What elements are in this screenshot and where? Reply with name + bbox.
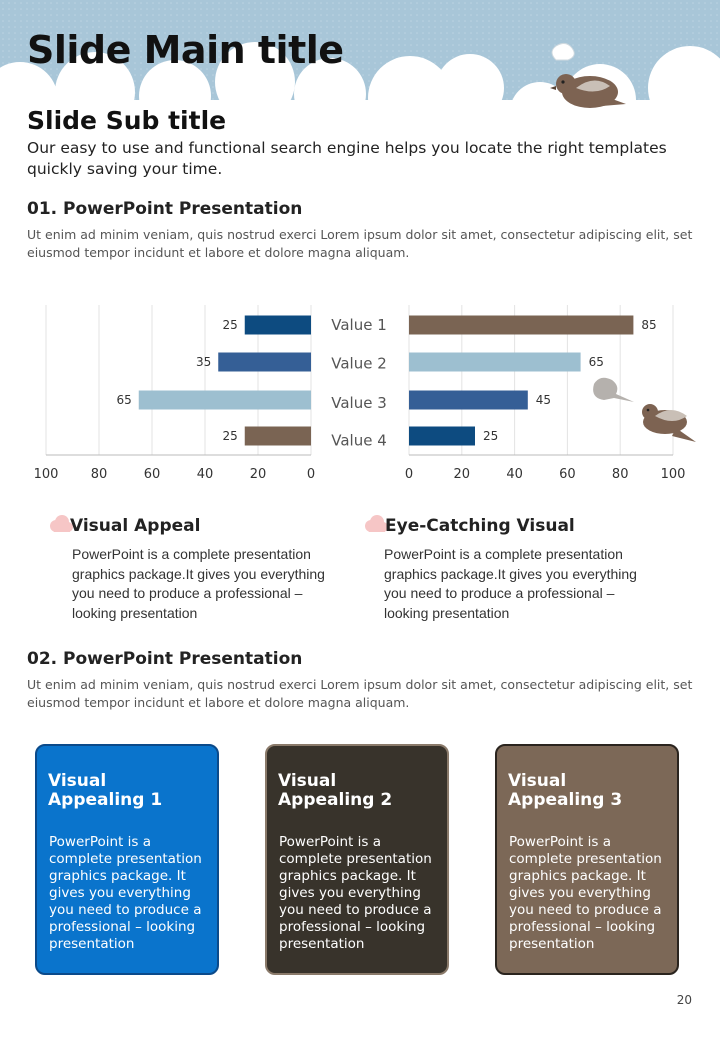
data-label: 25 <box>222 429 238 443</box>
butterfly-bar-chart <box>0 290 720 490</box>
tick-label: 100 <box>660 467 686 482</box>
feature-2-body: PowerPoint is a complete presentation graphics package.It gives you everything you need to produce a professional – looking presentation <box>384 546 637 621</box>
tick-label: 80 <box>611 467 629 482</box>
feature-1-body: PowerPoint is a complete presentation graphics package.It gives you everything you need to produce a professional – looking presentation <box>72 546 325 621</box>
data-label: 25 <box>483 429 499 443</box>
data-label: 25 <box>222 318 238 332</box>
data-label: 45 <box>535 393 552 407</box>
tick-label: 0 <box>404 467 414 482</box>
card-body: PowerPoint is a complete presentation graphics package. It gives you everything you need to produce a professional – looking presentation <box>49 834 202 952</box>
tick-label: 40 <box>196 467 214 482</box>
tick-label: 60 <box>143 467 161 482</box>
data-label: 35 <box>195 355 212 369</box>
category-label: Value 3 <box>331 394 387 412</box>
card-body: PowerPoint is a complete presentation graphics package. It gives you everything you need to produce a professional – looking presentation <box>509 834 662 952</box>
intro-text: Our easy to use and functional search engine helps you locate the right templates quickly saving your time. <box>27 139 667 178</box>
bar <box>409 353 581 372</box>
tick-label: 20 <box>453 467 471 482</box>
section2-body: Ut enim ad minim veniam, quis nostrud exerci Lorem ipsum dolor sit amet, consectetur adipiscing elit, set eiusmod tempor incidunt et labore et dolore magna aliquam. <box>27 677 693 710</box>
category-label: Value 4 <box>331 431 387 450</box>
small-bird-icon <box>593 378 696 442</box>
tick-label: 0 <box>306 467 316 482</box>
category-label: Value 1 <box>331 316 387 334</box>
bar <box>245 427 311 446</box>
chart-category-labels <box>331 316 387 450</box>
chart-right-bars <box>405 305 686 482</box>
tick-label: 20 <box>249 467 267 482</box>
category-label: Value 2 <box>331 354 387 373</box>
feature-2-title: Eye-Catching Visual <box>385 516 575 536</box>
card-title: Visual Appealing 3 <box>508 771 623 810</box>
data-label: 85 <box>641 318 657 332</box>
page-number: 20 <box>676 993 692 1007</box>
tick-label: 40 <box>506 467 523 482</box>
bar <box>218 353 311 372</box>
tick-label: 60 <box>559 467 576 482</box>
slide-sub-title: Slide Sub title <box>27 106 227 135</box>
card-title: Visual Appealing 1 <box>48 771 163 810</box>
bar <box>409 391 528 410</box>
section2-title: 02. PowerPoint Presentation <box>27 649 303 669</box>
card-visual-appealing-1 <box>35 744 219 975</box>
bar <box>245 316 311 335</box>
feature-1-title: Visual Appeal <box>70 516 201 536</box>
tick-label: 100 <box>33 467 59 482</box>
tick-label: 80 <box>90 467 108 482</box>
bar <box>409 427 475 446</box>
card-visual-appealing-3 <box>495 744 679 975</box>
section1-title: 01. PowerPoint Presentation <box>27 199 303 219</box>
data-label: 65 <box>116 393 132 407</box>
card-visual-appealing-2 <box>265 744 449 975</box>
bar <box>409 316 633 335</box>
section1-body: Ut enim ad minim veniam, quis nostrud exerci Lorem ipsum dolor sit amet, consectetur adipiscing elit, set eiusmod tempor incidunt et labore et dolore magna aliquam. <box>27 227 693 260</box>
data-label: 65 <box>588 355 604 369</box>
slide-main-title: Slide Main title <box>27 28 344 72</box>
card-title: Visual Appealing 2 <box>278 771 393 810</box>
card-body: PowerPoint is a complete presentation graphics package. It gives you everything you need to produce a professional – looking presentation <box>279 834 432 952</box>
bar <box>139 391 311 410</box>
chart-left-reversed-bars <box>34 305 316 482</box>
